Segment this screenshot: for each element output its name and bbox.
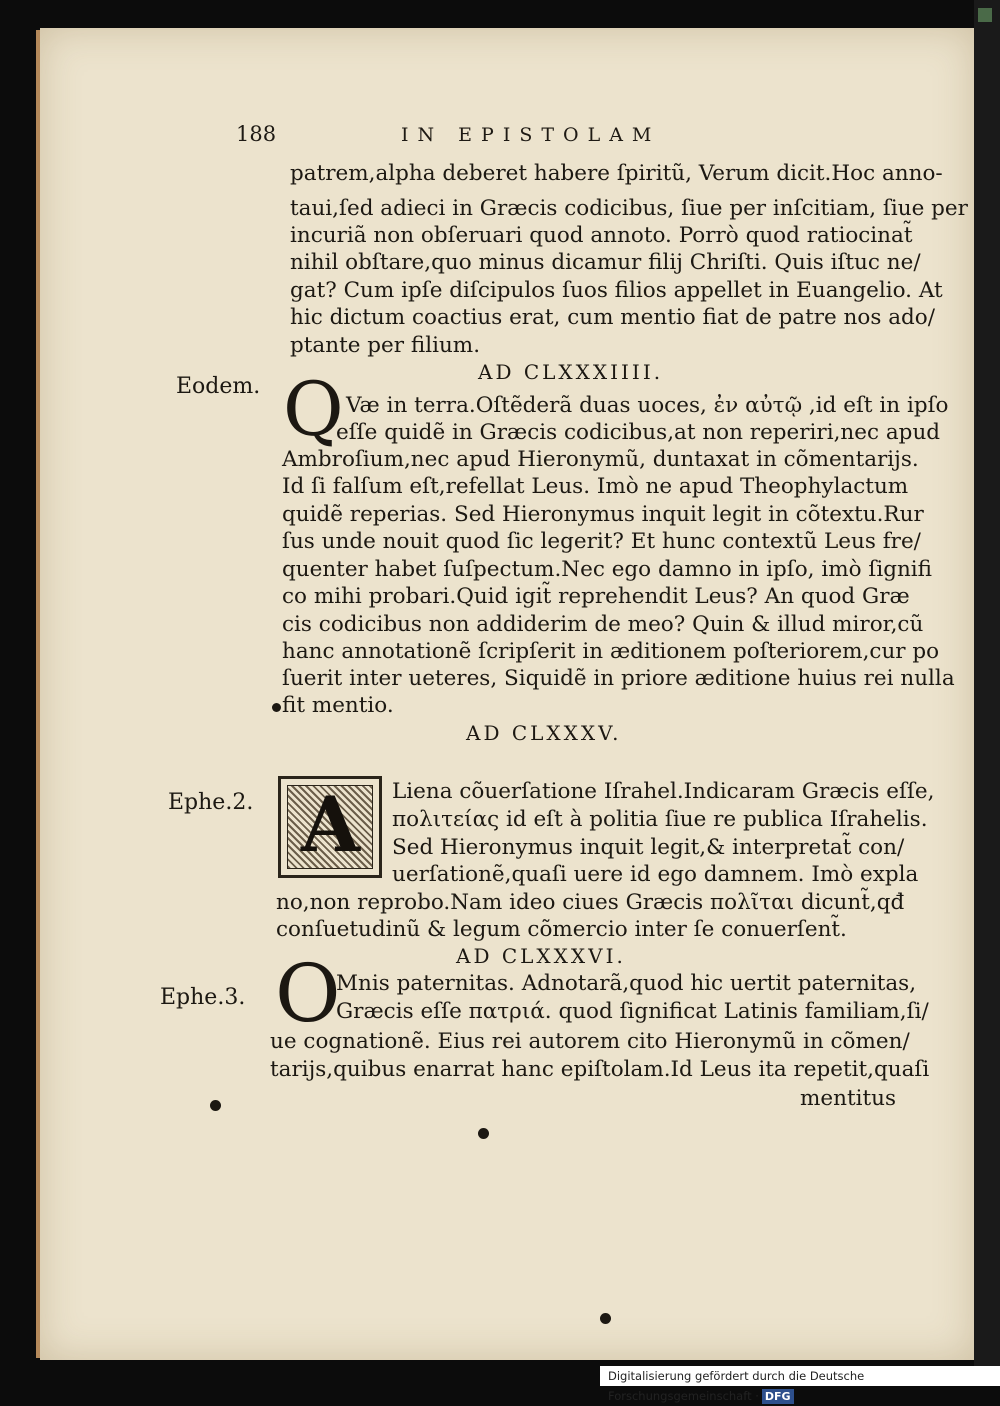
text-line: Mnis paternitas. Adnotarã,quod hic uertit paternitas,: [336, 971, 917, 996]
ink-spot: [478, 1128, 489, 1139]
text-line: Liena cõuerſatione Iſrahel.Indicaram Græcis eſſe,: [392, 779, 935, 804]
text-line: taui,ſed adieci in Græcis codicibus, ſiue per inſcitiam, ſiue per: [290, 196, 968, 221]
text-line: mentitus: [800, 1086, 896, 1111]
page-header: [236, 122, 936, 152]
drop-cap: Q: [283, 367, 344, 453]
text-line: ſus unde nouit quod ſic legerit? Et hunc contextũ Leus fre/: [282, 529, 921, 554]
text-line: ue cognationẽ. Eius rei autorem cito Hieronymũ in cõmen/: [270, 1029, 910, 1054]
text-line: cis codicibus non addiderim de meo? Quin & illud miror,cũ: [282, 612, 924, 637]
text-line: hic dictum coactius erat, cum mentio fiat de patre nos ado/: [290, 305, 935, 330]
text-line: quenter habet ſuſpectum.Nec ego damno in ipſo, imò ſignifi: [282, 557, 933, 582]
section-heading: AD CLXXXIIII.: [478, 360, 664, 384]
text-line: πολιτείας id eſt à politia ſiue re publica Iſrahelis.: [392, 807, 928, 832]
text-line: quidẽ reperias. Sed Hieronymus inquit legit in cõtextu.Rur: [282, 502, 924, 527]
running-title: IN EPISTOLAM: [401, 124, 661, 146]
text-line: patrem,alpha deberet habere ſpiritũ, Verum dicit.Hoc anno-: [290, 161, 943, 186]
text-line: eſſe quidẽ in Græcis codicibus,at non reperiri,nec apud: [336, 420, 941, 445]
text-line: gat? Cum ipſe diſcipulos ſuos filios appellet in Euangelio. At: [290, 278, 943, 303]
text-line: no,non reprobo.Nam ideo ciues Græcis πολῖται dicunt̃,qđ: [276, 890, 905, 915]
text-line: Id ſi falſum eſt,refellat Leus. Imò ne apud Theophylactum: [282, 474, 909, 499]
text-line: ſuerit inter ueteres, Siquidẽ in priore æditione huius rei nulla: [282, 666, 955, 691]
ink-spot: [210, 1100, 221, 1111]
text-line: Græcis eſſe πατριά. quod ſignificat Latinis familiam,ſi/: [336, 999, 929, 1024]
text-line: Sed Hieronymus inquit legit,& interpretat̃ con/: [392, 835, 905, 860]
drop-cap: O: [275, 947, 341, 1040]
text-line: tarijs,quibus enarrat hanc epiſtolam.Id Leus ita repetit,quaſi: [270, 1057, 930, 1082]
digitization-credit: [600, 1366, 1000, 1403]
text-line: ptante per filium.: [290, 333, 481, 358]
text-line: nihil obſtare,quo minus dicamur filij Chriſti. Quis iſtuc ne/: [290, 250, 921, 275]
color-marker: [978, 8, 992, 22]
section-heading: AD CLXXXVI.: [456, 944, 626, 968]
woodcut-initial: [278, 776, 382, 878]
initial-letter: A: [301, 780, 360, 869]
text-line: incuriã non obſeruari quod annoto. Porrò quod ratiocinat̃: [290, 223, 913, 248]
ink-spot: [600, 1313, 611, 1324]
text-line: fit mentio.: [282, 693, 394, 718]
page-number: 188: [236, 122, 277, 146]
text-line: Væ in terra.Oſtẽderã duas uoces, ἐν αὐτῷ ,id eſt in ipſo: [346, 393, 949, 418]
margin-note: Ephe.2.: [168, 790, 254, 815]
text-line: conſuetudinũ & legum cõmercio inter ſe conuerſent̃.: [276, 917, 847, 942]
margin-note: Eodem.: [176, 374, 261, 399]
section-heading: AD CLXXXV.: [466, 721, 622, 745]
text-line: hanc annotationẽ ſcripſerit in æditionem poſteriorem,cur po: [282, 639, 940, 664]
scan-border: [974, 0, 1000, 1386]
text-line: co mihi probari.Quid igit̃ reprehendit Leus? An quod Græ: [282, 584, 910, 609]
credit-text: Digitalisierung gefördert durch die Deutsche Forschungsgemeinschaft ·: [608, 1369, 865, 1403]
dfg-logo: DFG: [762, 1389, 794, 1404]
margin-note: Ephe.3.: [160, 985, 246, 1010]
text-line: uerſationẽ,quaſi uere id ego damnem. Imò expla: [392, 862, 919, 887]
ink-spot: [272, 703, 281, 712]
text-line: Ambroſium,nec apud Hieronymũ, duntaxat in cõmentarijs.: [282, 447, 919, 472]
